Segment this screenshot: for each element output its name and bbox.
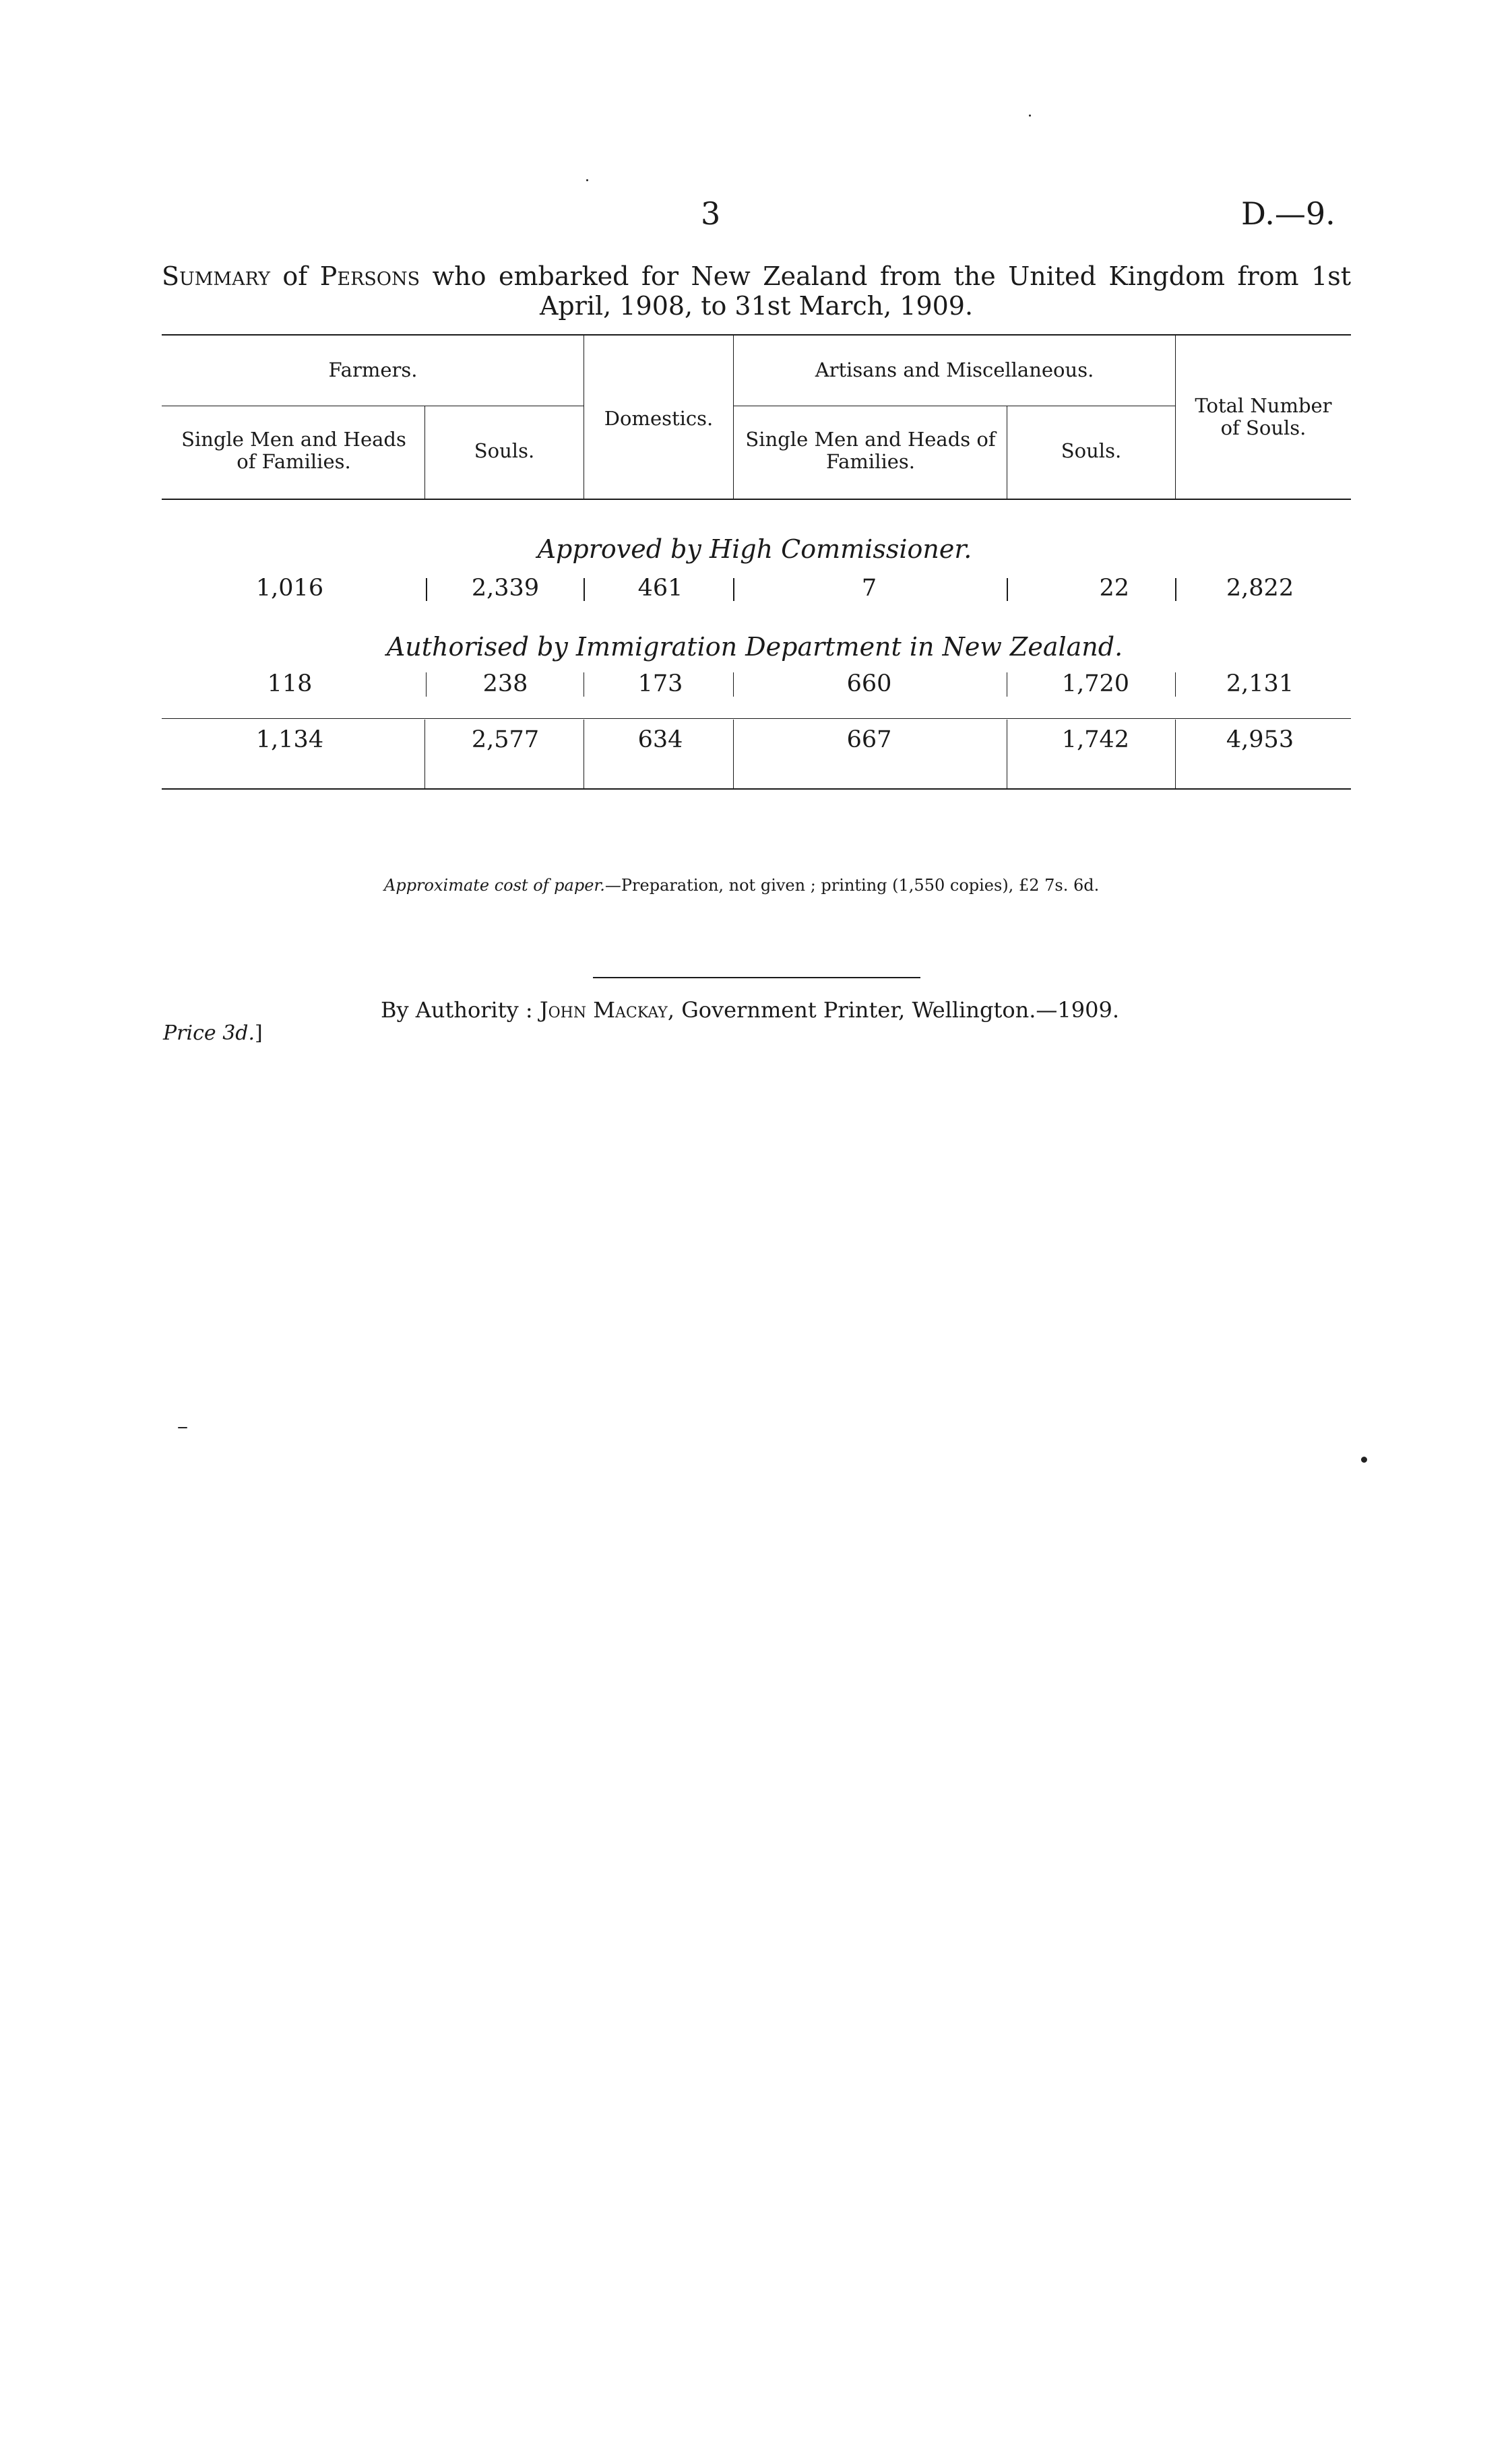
section-title-authorised: Authorised by Immigration Department in New Zealand. [386,632,1123,662]
header-bottom-rule [162,499,1351,500]
totals-artisans-souls: 1,742 [1061,726,1129,753]
printer-name: John Mackay [539,997,668,1023]
printer-authority [381,997,1119,1023]
approved-artisans-souls: 22 [1099,575,1129,602]
authorised-total: 2,131 [1226,670,1294,697]
authorised-artisans-single: 660 [846,670,892,697]
authority-suffix: , Government Printer, Wellington.—1909. [667,997,1119,1023]
header-total: Total Number of Souls. [1195,394,1332,439]
title-text-of: of [270,261,320,291]
approved-domestics: 461 [637,575,683,602]
totals-farmers-souls: 2,577 [471,726,540,753]
totals-artisans-single: 667 [846,726,892,753]
approved-divider-4 [1007,578,1008,601]
header-farmers-single: Single Men and Heads of Families. [181,428,406,473]
approved-farmers-souls: 2,339 [471,575,540,602]
authorised-farmers-single: 118 [267,670,313,697]
approved-total: 2,822 [1226,575,1294,602]
document-reference: D.—9. [1241,195,1335,232]
totals-divider-1 [424,720,425,788]
authorised-divider-3 [733,672,734,697]
totals-divider-5 [1175,720,1176,788]
approved-divider-3 [733,578,734,601]
scan-speck [1029,115,1031,117]
totals-divider-3 [733,720,734,788]
approved-farmers-single: 1,016 [255,575,324,602]
authorised-divider-5 [1175,672,1176,697]
price [163,1021,263,1045]
page-number: 3 [701,195,721,232]
price-label: Price 3d. [163,1021,255,1045]
scan-speck [178,1427,187,1428]
scan-speck [1361,1457,1367,1463]
approved-divider-1 [426,578,427,601]
summary-title [162,261,1351,321]
header-artisans-single: Single Men and Heads of Families. [745,428,996,473]
header-domestics: Domestics. [604,407,714,430]
scan-speck [586,179,588,181]
paper-cost-note [384,876,1125,895]
header-artisans-souls: Souls. [1061,439,1122,462]
authorised-artisans-souls: 1,720 [1061,670,1129,697]
header-farmers: Farmers. [328,358,418,381]
authority-rule [593,977,920,978]
totals-top-rule [162,718,1351,719]
price-bracket: ] [255,1021,263,1045]
approved-artisans-single: 7 [861,575,877,602]
title-text-rest: who embarked for New Zealand from the United Kingdom from 1st April, 1908, to 31st March, 1909. [420,261,1351,321]
authorised-domestics: 173 [637,670,683,697]
approved-divider-2 [584,578,585,601]
table-top-rule [162,334,1351,336]
paper-cost-text: —Preparation, not given ; printing (1,550 copies), £2 7s. 6d. [604,876,1100,895]
title-smallcaps-persons: Persons [319,261,420,291]
totals-total: 4,953 [1226,726,1294,753]
header-farmers-souls: Souls. [474,439,535,462]
table-bottom-rule [162,788,1351,790]
authorised-farmers-souls: 238 [482,670,528,697]
paper-cost-label: Approximate cost of paper. [384,876,605,895]
totals-farmers-single: 1,134 [255,726,324,753]
title-smallcaps-summary: Summary [162,261,270,291]
totals-domestics: 634 [637,726,683,753]
header-vrule-5 [1175,334,1176,499]
authorised-divider-1 [426,672,427,697]
authority-prefix: By Authority : [381,997,540,1023]
header-artisans: Artisans and Miscellaneous. [815,358,1094,381]
approved-divider-5 [1175,578,1176,601]
section-title-approved: Approved by High Commissioner. [537,534,972,564]
